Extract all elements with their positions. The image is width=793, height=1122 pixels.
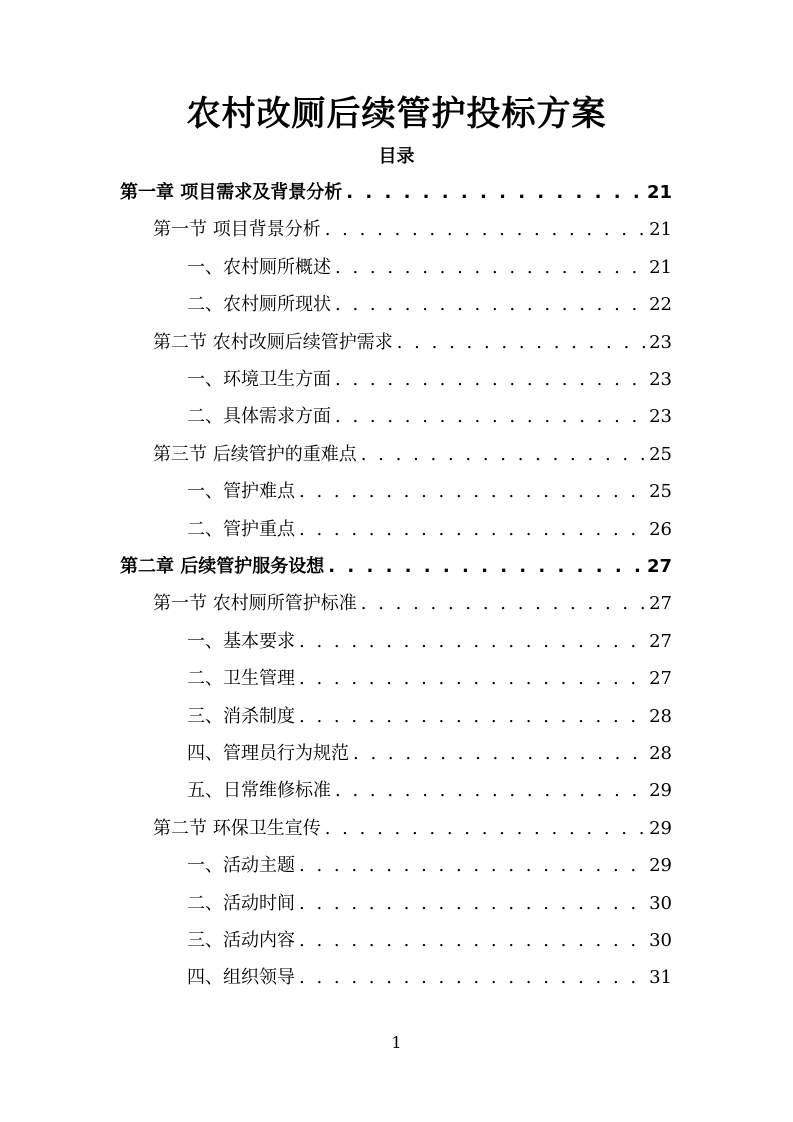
toc-entry-level-3[interactable] (187, 398, 672, 435)
toc-dot-leader (299, 473, 645, 510)
toc-entry-page: 22 (649, 294, 672, 316)
toc-entry-level-3[interactable] (187, 885, 672, 922)
toc-entry-page: 29 (649, 855, 672, 877)
toc-entry-level-3[interactable] (187, 361, 672, 398)
toc-entry-label: 一、管护难点 (187, 481, 295, 503)
toc-entry-page: 27 (646, 556, 672, 577)
toc-dot-leader (328, 548, 643, 585)
toc-dot-leader (299, 959, 645, 996)
toc-dot-leader (335, 772, 645, 809)
toc-entry-level-3[interactable] (187, 735, 672, 772)
toc-entry-page: 27 (649, 593, 672, 615)
toc-entry-label: 一、农村厕所概述 (187, 256, 331, 278)
toc-entry-level-3[interactable] (187, 922, 672, 959)
toc-dot-leader (335, 286, 645, 323)
toc-entry-page: 25 (649, 481, 672, 503)
toc-entry-label: 一、活动主题 (187, 855, 295, 877)
toc-entry-page: 30 (649, 892, 672, 914)
toc-dot-leader (361, 585, 645, 622)
toc-entry-level-3[interactable] (187, 772, 672, 809)
toc-entry-page: 23 (649, 406, 672, 428)
toc-entry-level-3[interactable] (187, 473, 672, 510)
toc-entry-label: 二、管护重点 (187, 518, 295, 540)
toc-entry-level-3[interactable] (187, 511, 672, 548)
toc-entry-page: 27 (649, 668, 672, 690)
toc-dot-leader (299, 847, 645, 884)
toc-entry-level-2[interactable] (153, 810, 672, 847)
toc-dot-leader (325, 810, 645, 847)
toc-entry-label: 三、消杀制度 (187, 705, 295, 727)
toc-dot-leader (325, 211, 645, 248)
toc-entry-label: 第一节 项目背景分析 (153, 219, 321, 241)
toc-entry-label: 三、活动内容 (187, 930, 295, 951)
toc-entry-page: 27 (649, 630, 672, 652)
toc-entry-page: 25 (649, 443, 672, 465)
toc-dot-leader (299, 623, 645, 660)
toc-dot-leader (346, 174, 643, 211)
toc-dot-leader (299, 885, 645, 922)
toc-entry-label: 二、农村厕所现状 (187, 294, 331, 316)
toc-dot-leader (397, 324, 645, 361)
toc-entry-level-3[interactable] (187, 249, 672, 286)
toc-dot-leader (299, 660, 645, 697)
document-title: 农村改厕后续管护投标方案 (186, 94, 607, 134)
toc-entry-label: 第二节 环保卫生宣传 (153, 817, 321, 839)
toc-entry-page: 23 (649, 369, 672, 390)
toc-entry-level-3[interactable] (187, 623, 672, 660)
toc-entry-level-3[interactable] (187, 959, 672, 996)
toc-entry-page: 28 (649, 705, 672, 727)
toc-entry-level-2[interactable] (153, 585, 672, 622)
toc-entry-page: 26 (649, 518, 672, 540)
toc-entry-label: 第三节 后续管护的重难点 (153, 443, 357, 465)
toc-entry-label: 四、组织领导 (187, 967, 295, 989)
toc-entry-label: 第二节 农村改厕后续管护需求 (153, 331, 393, 353)
toc-entry-level-1[interactable] (120, 548, 672, 585)
toc-entry-level-1[interactable] (120, 174, 672, 211)
toc-entry-label: 二、卫生管理 (187, 668, 295, 690)
toc-entry-level-3[interactable] (187, 286, 672, 323)
toc-entry-label: 五、日常维修标准 (187, 780, 331, 802)
toc-entry-page: 21 (649, 219, 672, 241)
toc-dot-leader (335, 249, 645, 286)
toc-dot-leader (353, 735, 645, 772)
toc-entry-label: 第二章 后续管护服务设想 (120, 556, 325, 577)
toc-entry-page: 29 (649, 817, 672, 839)
toc-entry-level-2[interactable] (153, 436, 672, 473)
page-number: 1 (391, 1033, 402, 1052)
toc-entry-level-3[interactable] (187, 847, 672, 884)
toc-entry-page: 29 (649, 780, 672, 802)
toc-entry-label: 二、具体需求方面 (187, 406, 331, 428)
toc-entry-page: 28 (649, 743, 672, 764)
toc-entry-page: 30 (649, 930, 672, 951)
toc-dot-leader (335, 361, 645, 398)
toc-entry-level-3[interactable] (187, 698, 672, 735)
toc-entry-label: 四、管理员行为规范 (187, 743, 349, 764)
toc-dot-leader (299, 511, 645, 548)
toc-entry-page: 31 (649, 967, 672, 989)
toc-dot-leader (335, 398, 645, 435)
toc-entry-label: 一、基本要求 (187, 630, 295, 652)
toc-entry-label: 一、环境卫生方面 (187, 369, 331, 390)
toc-dot-leader (361, 436, 645, 473)
toc-entry-level-3[interactable] (187, 660, 672, 697)
toc-entry-page: 21 (649, 256, 672, 278)
toc-heading: 目录 (378, 146, 415, 167)
toc-entry-level-2[interactable] (153, 211, 672, 248)
toc-dot-leader (299, 698, 645, 735)
toc-entry-page: 23 (649, 331, 672, 353)
toc-entry-label: 第一节 农村厕所管护标准 (153, 593, 357, 615)
toc-entry-label: 二、活动时间 (187, 892, 295, 914)
toc-dot-leader (299, 922, 645, 959)
toc-entry-label: 第一章 项目需求及背景分析 (120, 182, 343, 203)
toc-entry-page: 21 (646, 182, 672, 203)
toc-entry-level-2[interactable] (153, 324, 672, 361)
